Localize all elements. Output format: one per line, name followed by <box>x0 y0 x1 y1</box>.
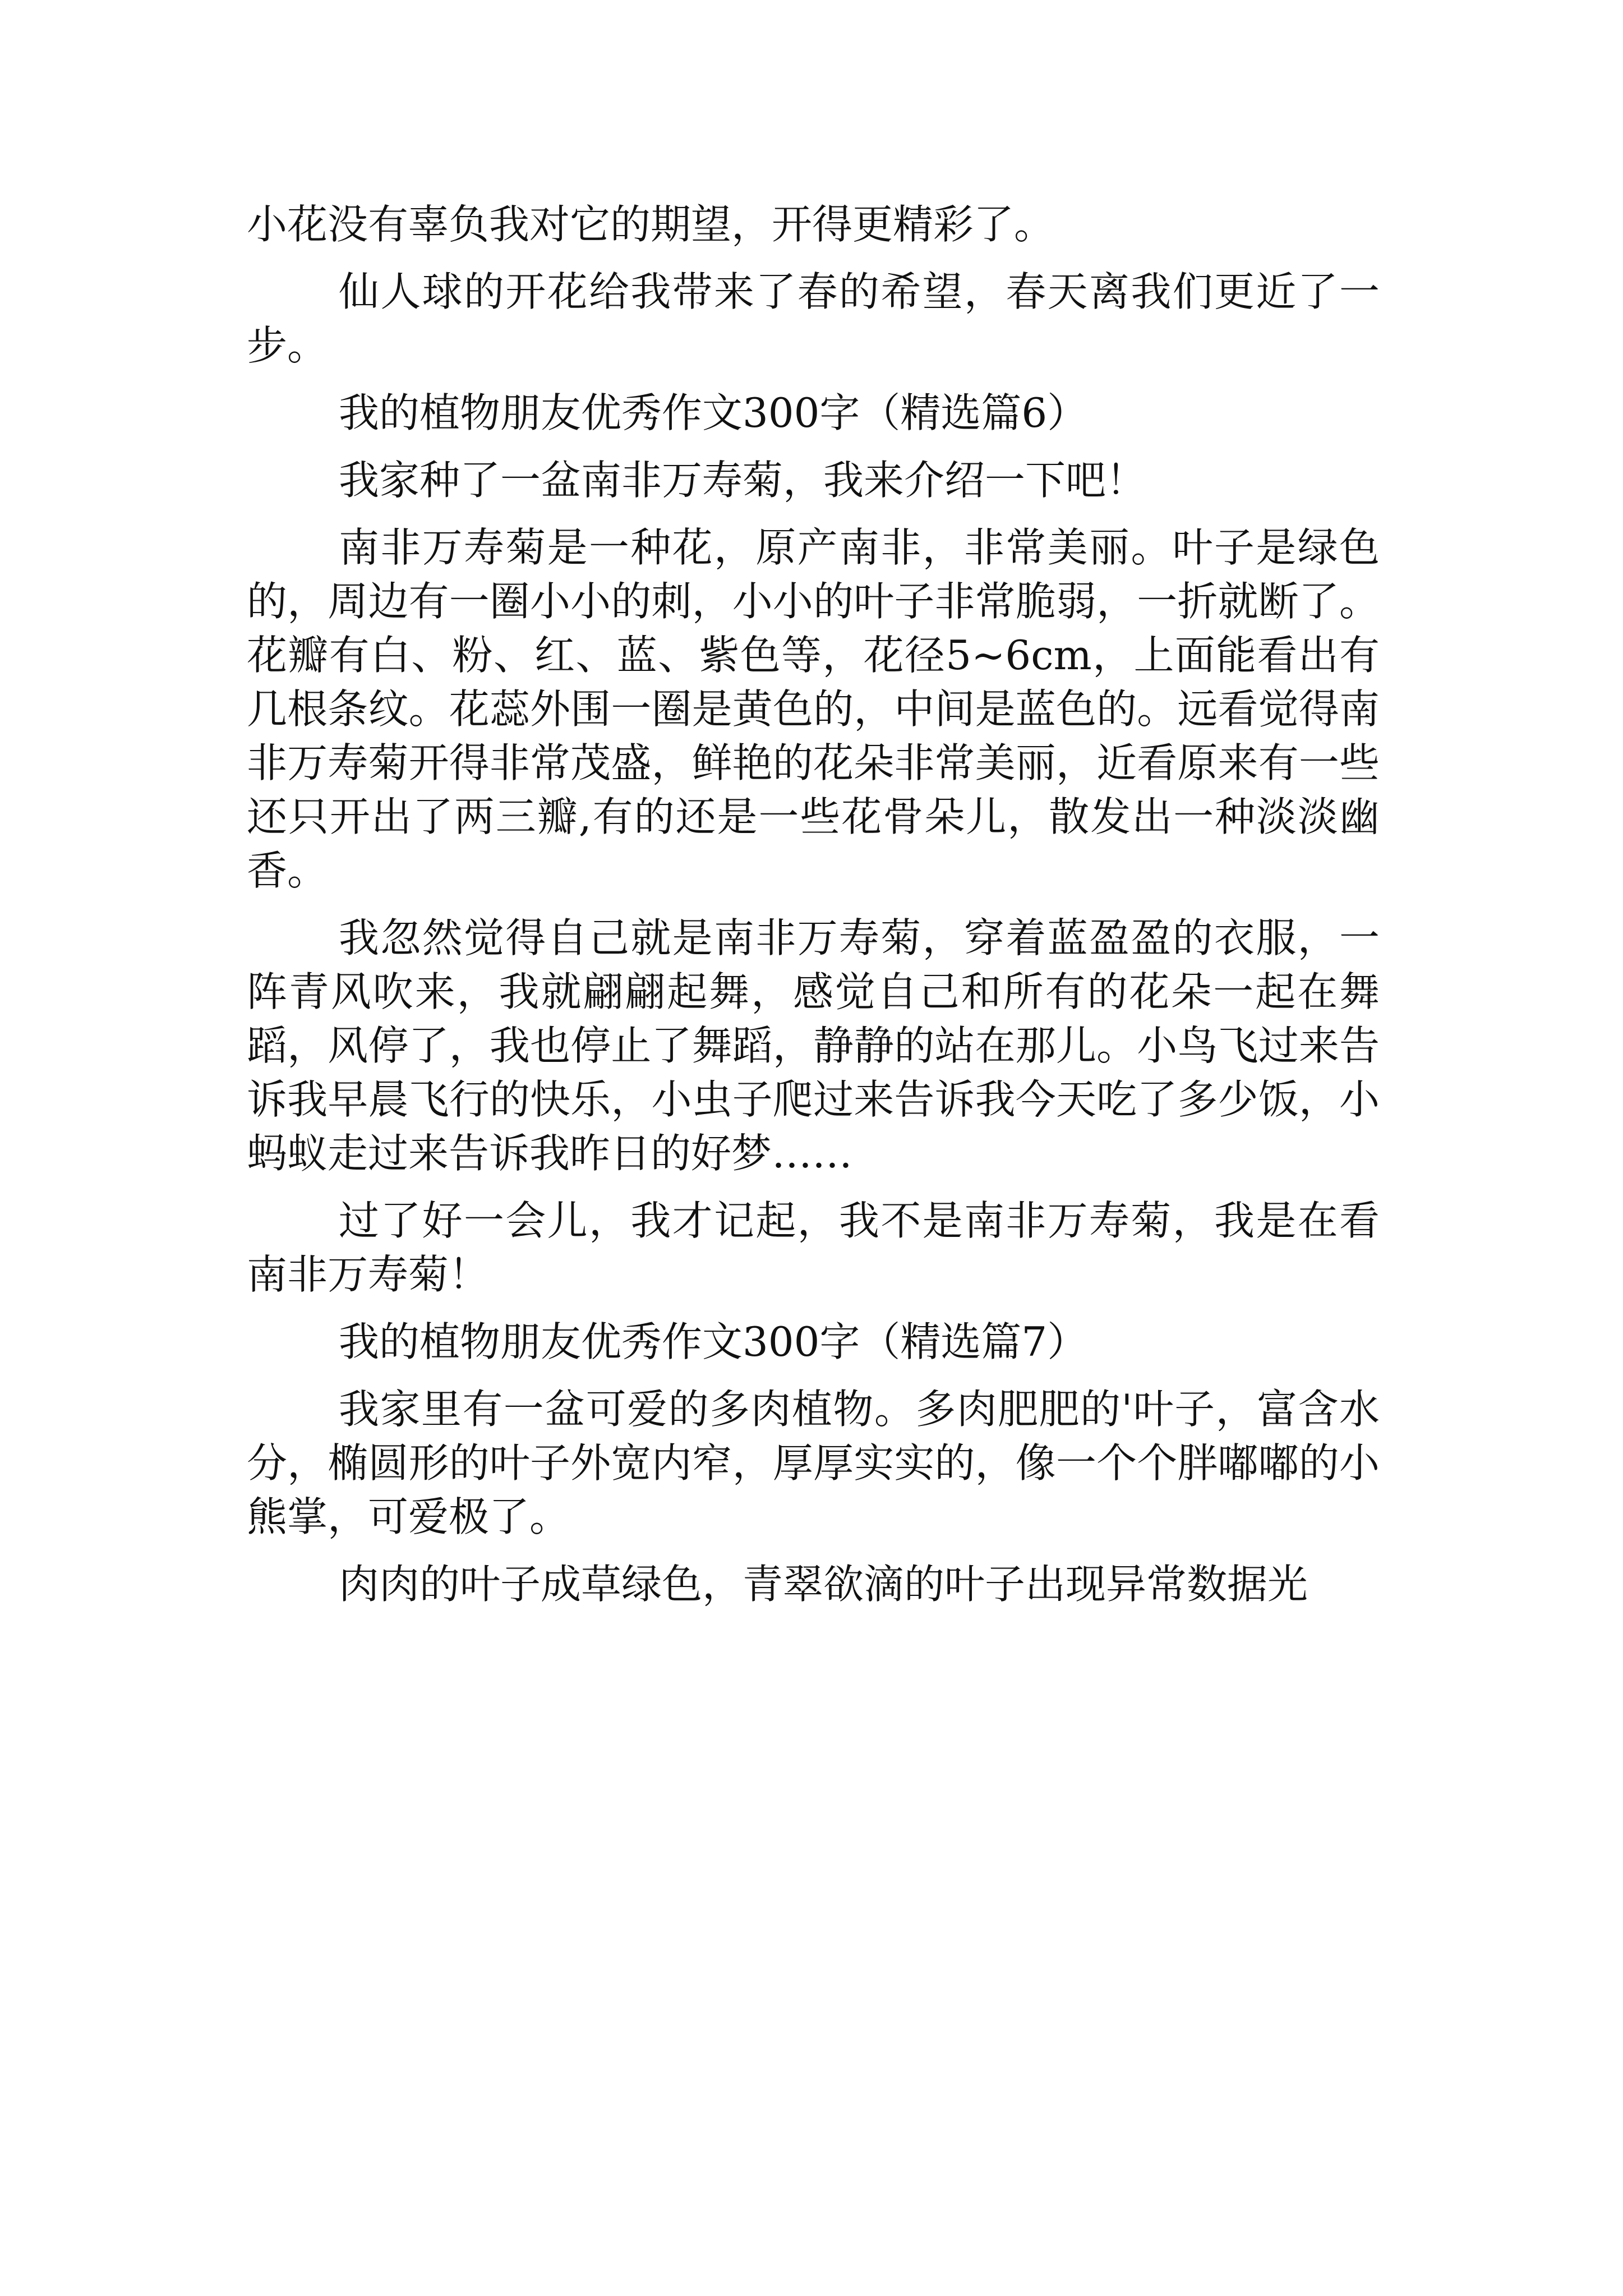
paragraph: 我忽然觉得自己就是南非万寿菊，穿着蓝盈盈的衣服，一阵青风吹来，我就翩翩起舞，感觉自己和所有的花朵一起在舞蹈，风停了，我也停止了舞蹈，静静的站在那儿。小鸟飞过来告诉我早晨飞行的快乐，小虫子爬过来告诉我今天吃了多少饭，小蚂蚁走过来告诉我昨日的好梦…… <box>247 914 1380 1177</box>
section-heading: 我的植物朋友优秀作文300字（精选篇6） <box>339 389 1088 436</box>
paragraph: 过了好一会儿，我才记起，我不是南非万寿菊，我是在看南非万寿菊！ <box>247 1197 1380 1298</box>
paragraph: 仙人球的开花给我带来了春的希望，春天离我们更近了一步。 <box>247 268 1380 369</box>
paragraph: 小花没有辜负我对它的期望，开得更精彩了。 <box>247 201 1055 248</box>
paragraph: 南非万寿菊是一种花，原产南非，非常美丽。叶子是绿色的，周边有一圈小小的刺，小小的叶子非常脆弱，一折就断了。花瓣有白、粉、红、蓝、紫色等，花径5~6cm，上面能看出有几根条纹。花蕊外围一圈是黄色的，中间是蓝色的。远看觉得南非万寿菊开得非常茂盛，鲜艳的花朵非常美丽，近看原来有一些还只开出了两三瓣,有的还是一些花骨朵儿，散发出一种淡淡幽香。 <box>247 524 1380 894</box>
paragraph: 我家种了一盆南非万寿菊，我来介绍一下吧！ <box>339 457 1147 504</box>
paragraph: 肉肉的叶子成草绿色，青翠欲滴的叶子出现异常数据光 <box>339 1561 1308 1608</box>
document-body <box>247 197 1380 1625</box>
section-heading: 我的植物朋友优秀作文300字（精选篇7） <box>339 1318 1088 1365</box>
paragraph: 我家里有一盆可爱的多肉植物。多肉肥肥的'叶子，富含水分，椭圆形的叶子外宽内窄，厚厚实实的，像一个个胖嘟嘟的小熊掌，可爱极了。 <box>247 1386 1380 1540</box>
